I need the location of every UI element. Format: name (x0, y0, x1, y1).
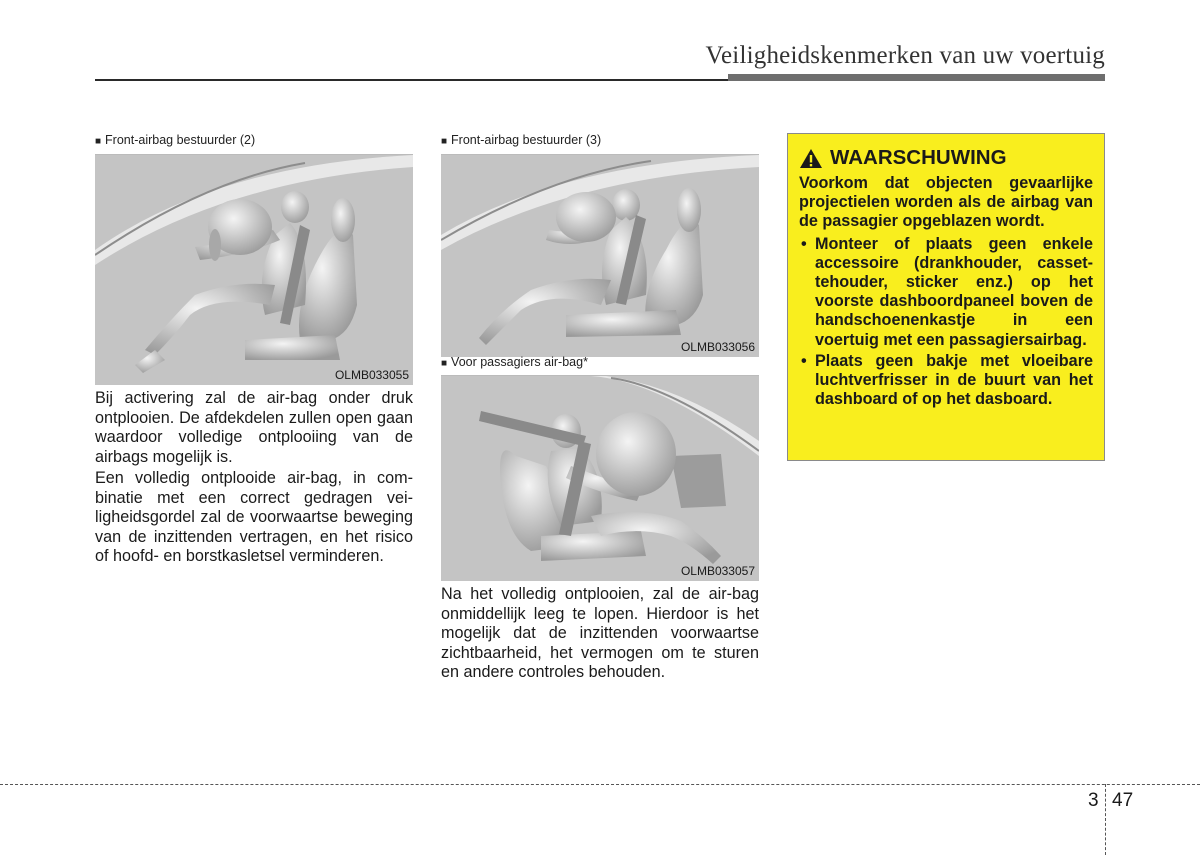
header-rule-accent (728, 74, 1105, 81)
figure-passenger-airbag-deployed (441, 375, 759, 581)
body-paragraph-seatbelt: Een volledig ontplooide air-bag, in combinatie met een correct gedragen veiligheidsgordel zal de voorwaartse beweging van de inzittenden vertragen, en het risico of hoofd- en borstkasletsel verminderen. (95, 469, 413, 565)
driver-airbag-illustration (95, 155, 413, 385)
figure-caption-2 (441, 133, 601, 147)
warning-list-item (799, 352, 1093, 410)
caption-marker: ■ (441, 358, 448, 369)
warning-title-text: WAARSCHUWING (830, 146, 1007, 169)
warning-list-item (799, 235, 1093, 350)
figure-caption-text: Front-airbag bestuurder (3) (451, 133, 602, 147)
warning-triangle-icon (799, 148, 823, 169)
bullet: • (801, 351, 807, 370)
figure-code: OLMB033057 (680, 564, 755, 578)
passenger-airbag-illustration (441, 376, 759, 581)
body-paragraph-activation: Bij activering zal de air-bag onder druk ontplooien. De afdekdelen zullen open gaan waardoor volledige ontplooiing van de airbags mogelijk is. (95, 389, 413, 466)
warning-intro: Voorkom dat objecten gevaarlijke projectielen worden als de airbag van de passagier opgeblazen wordt. (799, 174, 1093, 231)
figure-driver-airbag-inflating (95, 154, 413, 385)
page-header-title: Veiligheidskenmerken van uw voertuig (705, 42, 1105, 69)
figure-caption-text: Voor passagiers air-bag* (451, 355, 588, 369)
caption-marker: ■ (95, 136, 102, 147)
figure-code: OLMB033056 (680, 340, 755, 354)
figure-driver-airbag-deployed (441, 154, 759, 357)
body-paragraph-deflation: Na het volledig ontplooien, zal de air-bag onmiddellijk leeg te lopen. Hierdoor is het mogelijk dat de inzittenden voorwaartse zichtbaarheid, het vermogen om te sturen en andere controles behouden. (441, 585, 759, 681)
figure-caption-1 (95, 133, 255, 147)
warning-item-text: Monteer of plaats geen enkele accessoire (drankhouder, cassettehouder, sticker enz.) op het voorste dashboordpaneel boven de handschoenenkastje in een voertuig met een passagiersairbag. (815, 234, 1093, 349)
page-number: 47 (1112, 790, 1134, 811)
figure-caption-3 (441, 355, 588, 369)
caption-marker: ■ (441, 136, 448, 147)
footer-divider (1105, 784, 1106, 855)
figure-code: OLMB033055 (334, 368, 409, 382)
bullet: • (801, 234, 807, 253)
warning-list (799, 235, 1093, 410)
warning-box (787, 133, 1105, 461)
warning-title (799, 146, 1093, 170)
figure-caption-text: Front-airbag bestuurder (2) (105, 133, 256, 147)
chapter-number: 3 (1088, 790, 1099, 811)
footer-rule (0, 784, 1200, 785)
driver-airbag-deployed-illustration (441, 155, 759, 357)
warning-item-text: Plaats geen bakje met vloeibare luchtverfrisser in de buurt van het dashboard of op het dasboard. (815, 351, 1093, 409)
